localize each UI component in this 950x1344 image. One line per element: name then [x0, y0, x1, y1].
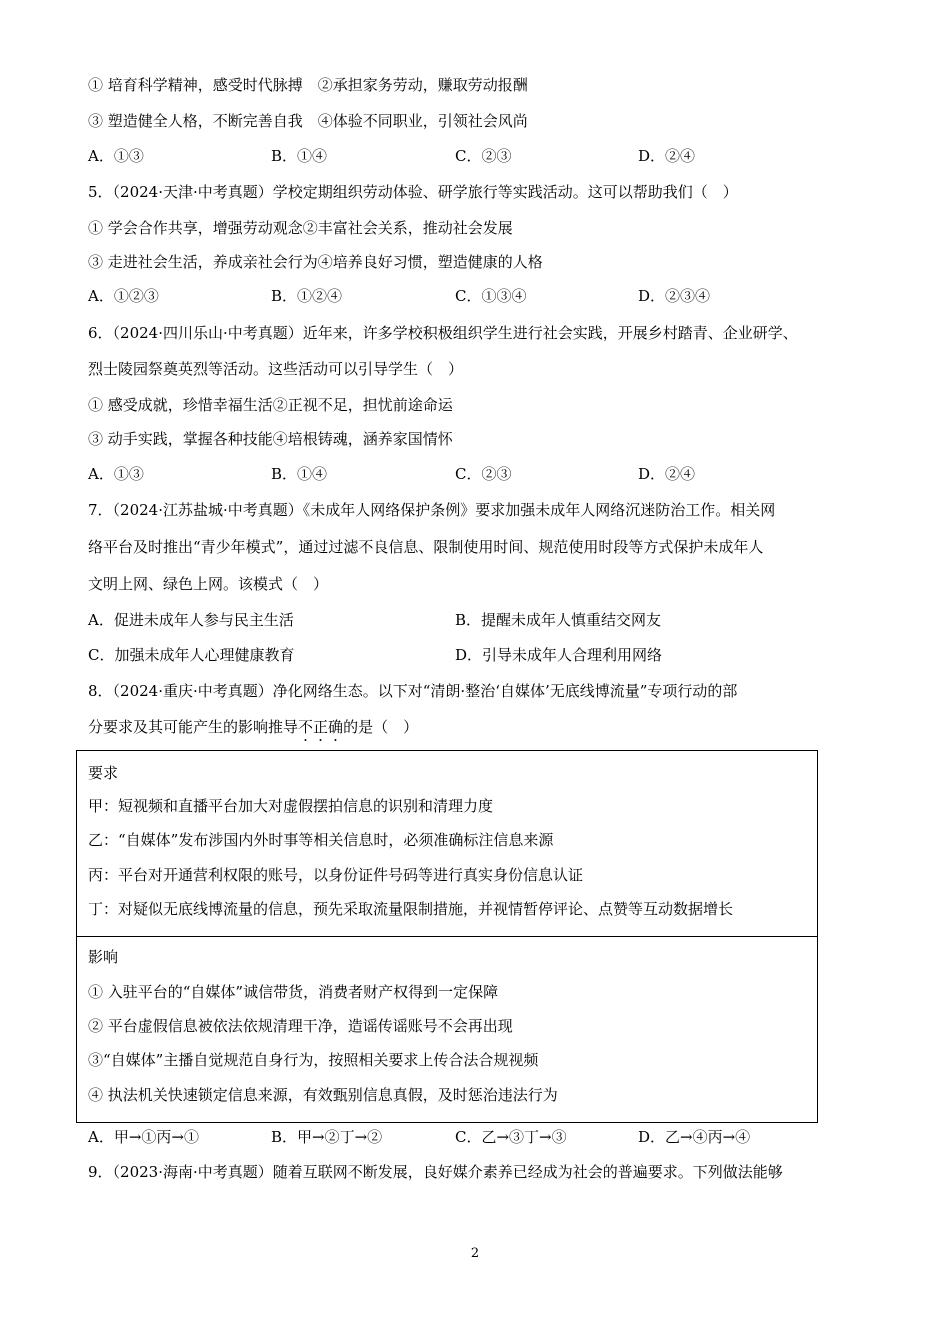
page-number: 2: [470, 1246, 480, 1261]
q8-requirement-ding: 丁：对疑似无底线博流量的信息，预先采取流量限制措施，并视情暂停评论、点赞等互动数据增长: [88, 900, 734, 918]
q6-stem-line-2: 烈士陵园祭奠英烈等活动。这些活动可以引导学生（ ）: [88, 360, 464, 378]
q8-effect-4: ④ 执法机关快速锁定信息来源，有效甄别信息真假，及时惩治违法行为: [88, 1086, 558, 1104]
q8-emphasis-char: 不: [298, 718, 314, 736]
q7-stem-line-3: 文明上网、绿色上网。该模式（ ）: [88, 575, 329, 593]
q6-option-a: A．①③: [88, 465, 144, 483]
q8-stem-line-1: 8．（2024·重庆·中考真题）净化网络生态。以下对“清朗·整治‘自媒体’无底线博流量”专项行动的部: [88, 682, 738, 700]
q7-option-a: A．促进未成年人参与民主生活: [88, 611, 294, 629]
q8-emphasis-char: 确: [328, 718, 344, 736]
q8-stem-line-2: [88, 717, 418, 737]
q8-effect-1: ① 入驻平台的“自媒体”诚信带货，消费者财产权得到一定保障: [88, 983, 499, 1001]
q5-statement-1: ① 学会合作共享，增强劳动观念②丰富社会关系，推动社会发展: [88, 219, 513, 237]
q6-statement-2: ③ 动手实践，掌握各种技能④培根铸魂，涵养家国情怀: [88, 430, 453, 448]
q4-statement-2: ③ 塑造健全人格，不断完善自我 ④体验不同职业，引领社会风尚: [88, 112, 528, 130]
q6-option-c: C．②③: [455, 465, 512, 483]
q6-statement-1: ① 感受成就，珍惜幸福生活②正视不足，担忧前途命运: [88, 396, 453, 414]
q6-stem-line-1: 6．（2024·四川乐山·中考真题）近年来，许多学校积极组织学生进行社会实践，开展乡村踏青、企业研学、: [88, 324, 798, 342]
q8-requirement-jia: 甲：短视频和直播平台加大对虚假摆拍信息的识别和清理力度: [88, 797, 494, 815]
q5-stem: 5．（2024·天津·中考真题）学校定期组织劳动体验、研学旅行等实践活动。这可以帮助我们（ ）: [88, 183, 738, 201]
q5-option-a: A．①②③: [88, 287, 159, 305]
q7-stem-line-2: 络平台及时推出“青少年模式”，通过过滤不良信息、限制使用时间、规范使用时段等方式保护未成年人: [88, 538, 764, 556]
q7-option-d: D．引导未成年人合理利用网络: [455, 646, 663, 664]
q4-statement-1: ① 培育科学精神，感受时代脉搏 ②承担家务劳动，赚取劳动报酬: [88, 76, 528, 94]
q8-option-c: C．乙→③丁→③: [455, 1128, 567, 1146]
q7-stem-line-1: 7．（2024·江苏盐城·中考真题）《未成年人网络保护条例》要求加强未成年人网络沉迷防治工作。相关网: [88, 501, 776, 519]
q8-requirement-bing: 丙：平台对开通营利权限的账号，以身份证件号码等进行真实身份信息认证: [88, 866, 584, 884]
q8-effect-3: ③“自媒体”主播自觉规范自身行为，按照相关要求上传合法合规视频: [88, 1051, 539, 1069]
q5-option-c: C．①③④: [455, 287, 527, 305]
q8-effects-title: 影响: [88, 948, 119, 966]
q5-option-d: D．②③④: [638, 287, 711, 305]
q5-option-b: B．①②④: [271, 287, 343, 305]
q8-stem-text-post: 的是（ ）: [343, 718, 419, 736]
q8-option-d: D．乙→④丙→④: [638, 1128, 751, 1146]
q4-option-c: C．②③: [455, 147, 512, 165]
q8-effect-2: ② 平台虚假信息被依法依规清理干净，造谣传谣账号不会再出现: [88, 1017, 513, 1035]
q4-option-d: D．②④: [638, 147, 696, 165]
q8-option-a: A．甲→①丙→①: [88, 1128, 199, 1146]
q8-requirements-title: 要求: [88, 764, 119, 782]
q6-option-d: D．②④: [638, 465, 696, 483]
q4-option-b: B．①④: [271, 147, 328, 165]
q8-option-b: B．甲→②丁→②: [271, 1128, 383, 1146]
q4-option-a: A．①③: [88, 147, 144, 165]
q8-table-divider: [76, 936, 818, 937]
q8-stem-text-pre: 分要求及其可能产生的影响推导: [88, 718, 299, 736]
q7-option-b: B．提醒未成年人慎重结交网友: [455, 611, 662, 629]
q8-requirement-yi: 乙：“自媒体”发布涉国内外时事等相关信息时，必须准确标注信息来源: [88, 831, 554, 849]
q8-emphasis-char: 正: [313, 718, 329, 736]
q5-statement-2: ③ 走进社会生活，养成亲社会行为④培养良好习惯，塑造健康的人格: [88, 253, 543, 271]
q7-option-c: C．加强未成年人心理健康教育: [88, 646, 295, 664]
q9-stem-line-1: 9．（2023·海南·中考真题）随着互联网不断发展，良好媒介素养已经成为社会的普遍要求。下列做法能够: [88, 1163, 783, 1181]
q6-option-b: B．①④: [271, 465, 328, 483]
